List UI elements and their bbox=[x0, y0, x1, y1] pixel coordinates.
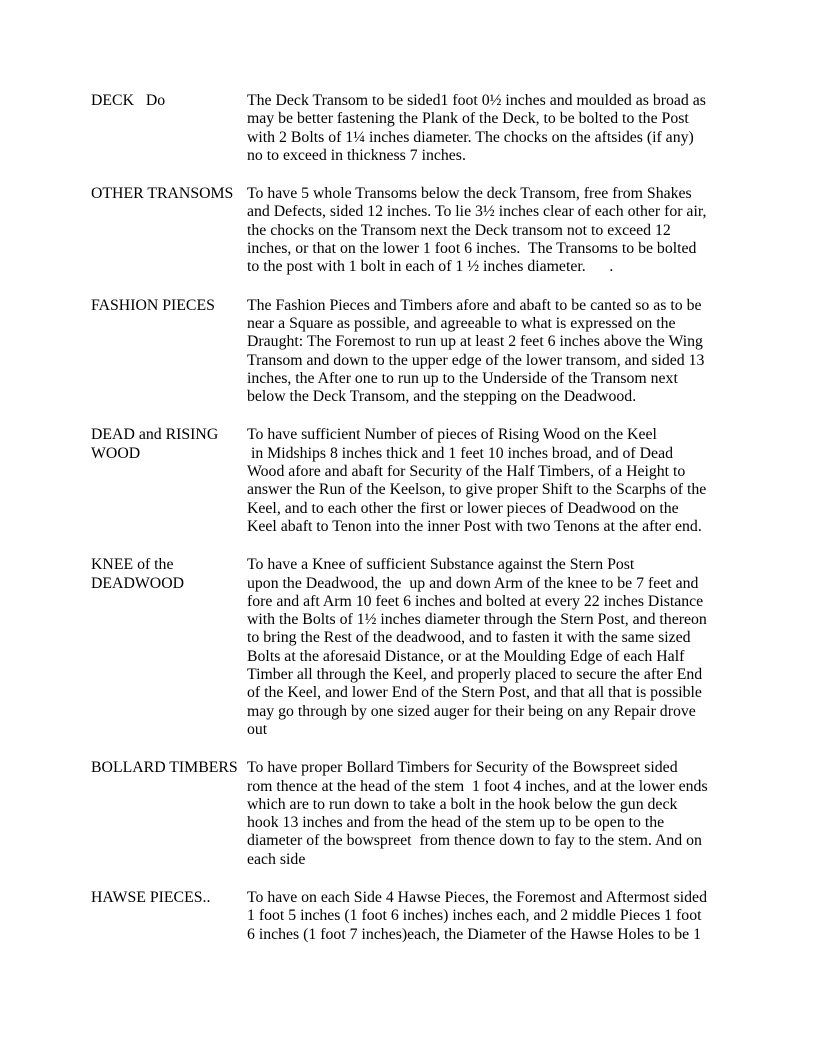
section-body bbox=[247, 889, 724, 944]
text-line: with the Bolts of 1½ inches diameter through the Stern Post, and thereon bbox=[247, 611, 707, 629]
text-line: and Defects, sided 12 inches. To lie 3½ inches clear of each other for air, bbox=[247, 203, 707, 221]
spec-sections bbox=[91, 92, 731, 964]
section-label bbox=[91, 297, 247, 407]
text-line: in Midships 8 inches thick and 1 feet 10 inches broad, and of Dead bbox=[247, 444, 673, 462]
spec-section bbox=[91, 759, 731, 869]
section-label bbox=[91, 426, 247, 536]
text-line: to the post with 1 bolt in each of 1 ½ inches diameter. . bbox=[247, 258, 614, 276]
section-label bbox=[91, 185, 247, 276]
text-line: The Deck Transom to be sided1 foot 0½ inches and moulded as broad as bbox=[247, 92, 706, 109]
text-line: answer the Run of the Keelson, to give proper Shift to the Scarphs of the bbox=[247, 481, 707, 499]
text-line: which are to run down to take a bolt in the hook below the gun deck bbox=[247, 795, 678, 813]
text-line: 6 inches (1 foot 7 inches)each, the Diameter of the Hawse Holes to be 1 bbox=[247, 925, 702, 943]
spec-section bbox=[91, 297, 731, 407]
text-line: Draught: The Foremost to run up at least 2 feet 6 inches above the Wing bbox=[247, 333, 703, 351]
text-line: each side bbox=[247, 850, 306, 868]
text-line: below the Deck Transom, and the stepping on the Deadwood. bbox=[247, 388, 637, 406]
text-line: To have a Knee of sufficient Substance against the Stern Post bbox=[247, 556, 635, 574]
section-body bbox=[247, 92, 724, 165]
text-line: Timber all through the Keel, and properly placed to secure the after End bbox=[247, 666, 703, 684]
label-line: HAWSE PIECES.. bbox=[91, 888, 211, 906]
section-body bbox=[247, 759, 724, 869]
text-line: Keel abaft to Tenon into the inner Post with two Tenons at the after end. bbox=[247, 517, 702, 535]
label-line: KNEE of the bbox=[91, 556, 174, 574]
text-line: To have on each Side 4 Hawse Pieces, the Foremost and Aftermost sided bbox=[247, 888, 707, 906]
section-label bbox=[91, 759, 247, 869]
text-line: with 2 Bolts of 1¼ inches diameter. The chocks on the aftsides (if any) bbox=[247, 128, 694, 146]
text-line: diameter of the bowspreet from thence down to fay to the stem. And on bbox=[247, 832, 702, 850]
text-line: upon the Deadwood, the up and down Arm of the knee to be 7 feet and bbox=[247, 574, 699, 592]
text-line: to bring the Rest of the deadwood, and to fasten it with the same sized bbox=[247, 629, 691, 647]
text-line: Bolts at the aforesaid Distance, or at the Moulding Edge of each Half bbox=[247, 647, 685, 665]
text-line: inches, or that on the lower 1 foot 6 inches. The Transoms to be bolted bbox=[247, 240, 697, 258]
text-line: may be better fastening the Plank of the Deck, to be bolted to the Post bbox=[247, 110, 689, 128]
text-line: fore and aft Arm 10 feet 6 inches and bolted at every 22 inches Distance bbox=[247, 592, 704, 610]
label-line: DEADWOOD bbox=[91, 574, 185, 592]
section-body bbox=[247, 185, 724, 276]
text-line: of the Keel, and lower End of the Stern Post, and that all that is possible bbox=[247, 684, 702, 702]
section-body bbox=[247, 556, 724, 739]
label-line: OTHER TRANSOMS bbox=[91, 185, 234, 203]
text-line: near a Square as possible, and agreeable to what is expressed on the bbox=[247, 314, 676, 332]
text-line: 1 foot 5 inches (1 foot 6 inches) inches each, and 2 middle Pieces 1 foot bbox=[247, 907, 702, 925]
text-line: may go through by one sized auger for their being on any Repair drove bbox=[247, 702, 696, 720]
spec-section bbox=[91, 426, 731, 536]
spec-section bbox=[91, 889, 731, 944]
text-line: To have 5 whole Transoms below the deck Transom, free from Shakes bbox=[247, 185, 692, 203]
section-label bbox=[91, 889, 247, 944]
section-body bbox=[247, 297, 724, 407]
text-line: The Fashion Pieces and Timbers afore and abaft to be canted so as to be bbox=[247, 296, 702, 314]
text-line: inches, the After one to run up to the Underside of the Transom next bbox=[247, 369, 678, 387]
label-line: FASHION PIECES bbox=[91, 296, 215, 314]
label-line: DECK Do bbox=[91, 92, 166, 109]
text-line: out bbox=[247, 720, 268, 738]
text-line: rom thence at the head of the stem 1 foot 4 inches, and at the lower ends bbox=[247, 777, 708, 795]
text-line: Transom and down to the upper edge of the lower transom, and sided 13 bbox=[247, 351, 705, 369]
spec-section bbox=[91, 556, 731, 739]
text-line: To have sufficient Number of pieces of Rising Wood on the Keel bbox=[247, 426, 657, 444]
text-line: Wood afore and abaft for Security of the Half Timbers, of a Height to bbox=[247, 463, 686, 481]
text-line: the chocks on the Transom next the Deck transom not to exceed 12 bbox=[247, 221, 671, 239]
section-label bbox=[91, 556, 247, 739]
label-line: BOLLARD TIMBERS bbox=[91, 759, 238, 777]
text-line: To have proper Bollard Timbers for Security of the Bowspreet sided bbox=[247, 759, 678, 777]
section-label bbox=[91, 92, 247, 165]
spec-section bbox=[91, 185, 731, 276]
label-line: WOOD bbox=[91, 444, 141, 462]
text-line: hook 13 inches and from the head of the stem up to be open to the bbox=[247, 814, 665, 832]
label-line: DEAD and RISING bbox=[91, 426, 219, 444]
text-line: no to exceed in thickness 7 inches. bbox=[247, 146, 466, 164]
section-body bbox=[247, 426, 724, 536]
spec-section bbox=[91, 92, 731, 165]
text-line: Keel, and to each other the first or lower pieces of Deadwood on the bbox=[247, 499, 679, 517]
